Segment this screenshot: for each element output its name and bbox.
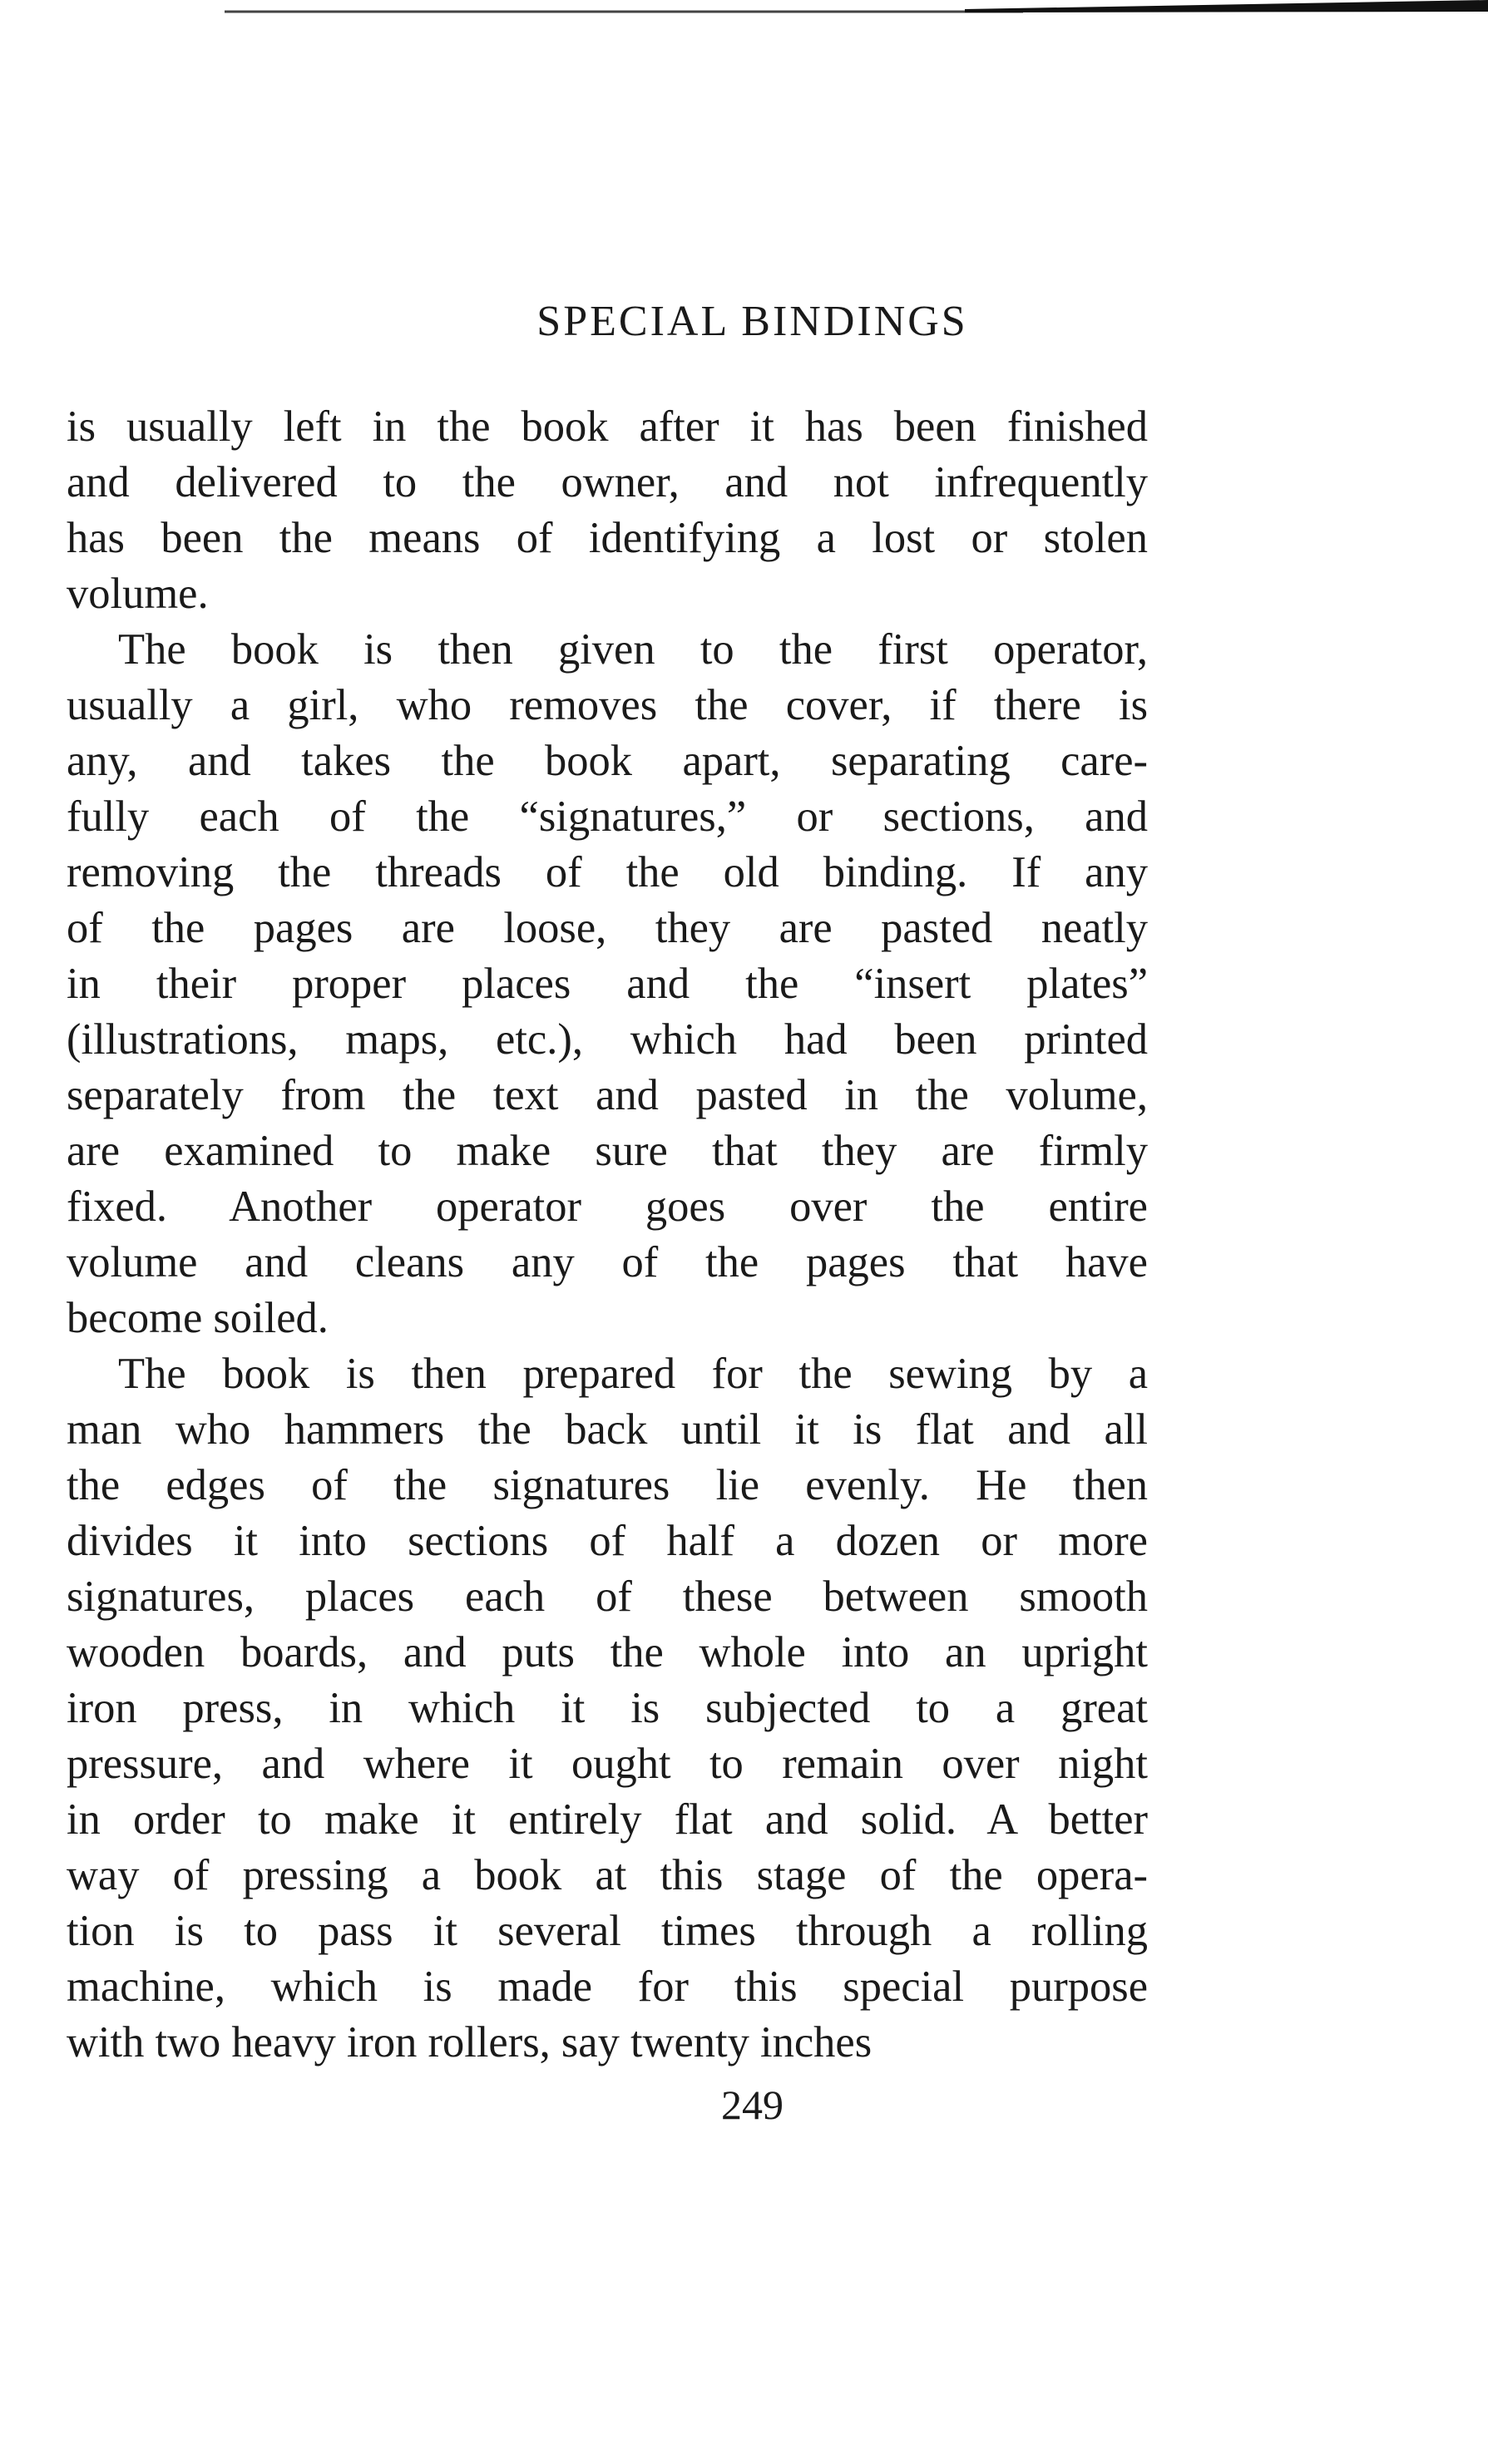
text-line: of the pages are loose, they are pasted neatly <box>67 904 1148 952</box>
text-line: in order to make it entirely flat and solid. A better <box>67 1795 1148 1844</box>
text-line: iron press, in which it is subjected to a great <box>67 1684 1148 1732</box>
paragraph <box>67 399 1148 622</box>
text-line: man who hammers the back until it is flat and all <box>67 1405 1148 1454</box>
text-line: removing the threads of the old binding. If any <box>67 848 1148 896</box>
paragraph <box>67 622 1148 1346</box>
running-head: SPECIAL BINDINGS <box>536 298 968 345</box>
text-line: volume. <box>67 570 209 618</box>
paragraph <box>67 1346 1148 2071</box>
text-line: with two heavy iron rollers, say twenty inches <box>67 2018 873 2067</box>
text-line: tion is to pass it several times through a rolling <box>67 1907 1148 1955</box>
text-line: way of pressing a book at this stage of the opera- <box>67 1851 1148 1899</box>
text-line: (illustrations, maps, etc.), which had been printed <box>67 1015 1148 1064</box>
text-line: any, and takes the book apart, separating care- <box>67 737 1148 785</box>
text-line: usually a girl, who removes the cover, if there is <box>67 681 1148 729</box>
top-edge-rule <box>0 0 1488 20</box>
text-line: separately from the text and pasted in the volume, <box>67 1071 1148 1119</box>
text-line: signatures, places each of these between smooth <box>67 1573 1148 1621</box>
text-line: fixed. Another operator goes over the entire <box>67 1183 1148 1231</box>
text-line: divides it into sections of half a dozen or more <box>67 1517 1148 1565</box>
text-line: become soiled. <box>67 1294 329 1342</box>
text-line: in their proper places and the “insert plates” <box>67 960 1148 1008</box>
text-line: The book is then given to the first operator, <box>118 625 1148 674</box>
text-line: has been the means of identifying a lost or stolen <box>67 514 1148 562</box>
text-line: pressure, and where it ought to remain over night <box>67 1740 1148 1788</box>
text-line: is usually left in the book after it has been finished <box>67 402 1148 451</box>
text-line: machine, which is made for this special purpose <box>67 1963 1148 2011</box>
text-line: The book is then prepared for the sewing by a <box>118 1350 1148 1398</box>
text-line: and delivered to the owner, and not infrequently <box>67 458 1148 506</box>
text-line: are examined to make sure that they are firmly <box>67 1127 1148 1175</box>
text-line: volume and cleans any of the pages that have <box>67 1238 1148 1286</box>
body-text <box>67 399 1148 2071</box>
page-number: 249 <box>721 2081 784 2128</box>
text-line: the edges of the signatures lie evenly. He then <box>67 1461 1148 1509</box>
text-line: wooden boards, and puts the whole into an upright <box>67 1628 1148 1676</box>
text-line: fully each of the “signatures,” or sections, and <box>67 793 1148 841</box>
